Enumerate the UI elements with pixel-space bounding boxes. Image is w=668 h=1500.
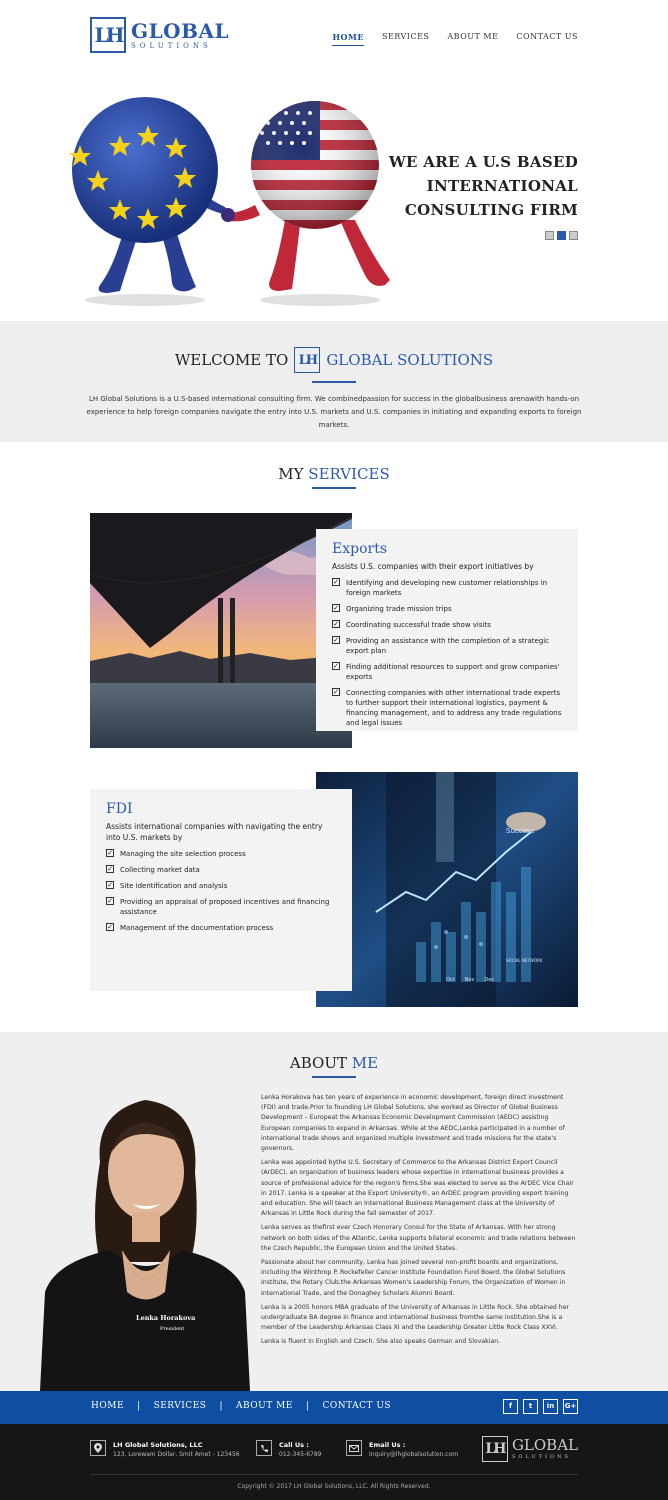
footer-address: LH Global Solutions, LLC 123, Lorewam Dollar, Smit Amet - 123456	[90, 1440, 240, 1460]
checkbox-icon: ✓	[333, 620, 339, 628]
list-item: ✓ Coordinating successful trade show visits	[333, 620, 491, 629]
welcome-section	[0, 321, 668, 442]
services-title: MY SERVICES	[278, 465, 390, 483]
logo-name: GLOBAL	[131, 18, 230, 43]
footer-logo[interactable]: LH GLOBAL SOLUTIONS	[482, 1436, 578, 1462]
footer-nav-home[interactable]: HOME	[91, 1401, 125, 1411]
checkbox-icon: ✓	[333, 578, 339, 586]
hero-handshake-image	[60, 95, 400, 310]
logo-mark: LH	[90, 17, 126, 53]
hero-title: WE ARE A U.S BASED INTERNATIONAL CONSULTING FIRM	[388, 153, 578, 219]
facebook-icon[interactable]: f	[503, 1399, 518, 1414]
checkbox-icon: ✓	[333, 636, 339, 644]
list-item: ✓ Management of the documentation process	[107, 923, 274, 932]
fdi-title: FDI	[106, 801, 133, 817]
list-item: ✓ Providing an assistance with the completion of a strategic export plan	[333, 636, 550, 655]
footer-email: Email Us : Inquiry@lhglobalsolution.com	[346, 1440, 458, 1460]
list-item: ✓ Managing the site selection process	[107, 849, 246, 858]
bridge-sunset-image	[90, 513, 352, 748]
title-underline	[312, 381, 356, 383]
person-role: President	[160, 1326, 185, 1332]
slider-dots	[545, 231, 578, 240]
checkbox-icon: ✓	[333, 604, 339, 612]
list-item: ✓ Organizing trade mission trips	[333, 604, 452, 613]
nav-home[interactable]: HOME	[332, 32, 363, 46]
checkbox-icon: ✓	[333, 662, 339, 670]
welcome-text: LH Global Solutions is a U.S-based international consulting firm. We combinedpassion for success in the globalbusiness arenawith hands-on experience to help foreign companies navigate the entry into U.S. markets and U.S. companies in initiating and expanding exports to foreign markets.	[86, 395, 582, 429]
site-footer	[0, 1424, 668, 1500]
business-chart-image	[316, 772, 578, 1007]
fdi-subtitle: Assists international companies with navigating the entry into U.S. markets by	[106, 822, 323, 842]
logo-mark-small: LH	[294, 347, 320, 373]
footer-nav: HOME | SERVICES | ABOUT ME | CONTACT US f t in G+	[0, 1391, 668, 1424]
slider-dot-3[interactable]	[569, 231, 578, 240]
chart-month-labels: Oct Nov Dec	[446, 977, 495, 983]
list-item: ✓ Connecting companies with other international trade experts to further support their international logistics, payment & financing management, and to address any trade regulations and legal issues	[333, 688, 562, 727]
footer-nav-contact-us[interactable]: CONTACT US	[322, 1401, 392, 1411]
hero-slider	[0, 75, 668, 321]
location-pin-icon	[90, 1440, 106, 1456]
phone-icon	[256, 1440, 272, 1456]
linkedin-icon[interactable]: in	[543, 1399, 558, 1414]
footer-nav-about-me[interactable]: ABOUT ME	[235, 1401, 293, 1411]
checkbox-icon: ✓	[107, 881, 113, 889]
footer-nav-services[interactable]: SERVICES	[153, 1401, 207, 1411]
nav-contact-us[interactable]: CONTACT US	[516, 32, 578, 41]
nav-services[interactable]: SERVICES	[381, 32, 430, 41]
about-underline	[312, 1076, 356, 1078]
fdi-list	[106, 849, 340, 933]
checkbox-icon: ✓	[107, 865, 113, 873]
checkbox-icon: ✓	[107, 849, 113, 857]
main-nav	[332, 32, 578, 46]
google-plus-icon[interactable]: G+	[563, 1399, 578, 1414]
twitter-icon[interactable]: t	[523, 1399, 538, 1414]
about-title: ABOUT ME	[289, 1054, 379, 1072]
checkbox-icon: ✓	[107, 897, 113, 905]
exports-list	[332, 578, 566, 728]
list-item: ✓ Finding additional resources to support and grow companies' exports	[333, 662, 560, 681]
slider-dot-1[interactable]	[545, 231, 554, 240]
list-item: ✓ Providing an appraisal of proposed incentives and financing assistance	[107, 897, 330, 916]
social-links	[503, 1399, 578, 1414]
exports-card	[316, 529, 578, 731]
mail-icon	[346, 1440, 362, 1456]
list-item: ✓ Site identification and analysis	[107, 881, 228, 890]
person-name: Lenka Horakova	[136, 1314, 196, 1322]
exports-subtitle: Assists U.S. companies with their export initiatives by	[332, 562, 534, 571]
logo-tagline: SOLUTIONS	[131, 41, 212, 50]
about-text: Lenka Horakova has ten years of experience in economic development, foreign direct investment (FDI) and trade.Prior to founding LH Global Solutions, she worked as Director of Global Business Development – Europeat the Arkansas Economic Development Commission (AEDC) assisting European companies to expand in Arkansas. While at the AEDC,Lenka participated in a number of international trade shows and organized multiple investment and trade missions for the state's governors. Lenka was appointed bythe U.S. Secretary of Commerce to the Arkansas District Export Council (ArDEC), an organization of business leaders whose expertise in international business provides a source of professional advice for the region's firms.She was elected to serve as the ArDEC Vice Chair in 2017. Lenka is a speaker at the Export University®, an ArDEC program providing export training and education. She will teach an International Business Management class at the University of Arkansas in Little Rock during the fall semester of 2017. Lenka serves as thefirst ever Czech Honorary Consul for the State of Arkansas. With her strong network on both sides of the Atlantic, Lenka supports bilateral economic and trade relations between the Czech Republic, the European Union and the United States. Passionate about her community, Lenka has joined several non-profit boards and organizations, including the Winthrop P. Rockefeller Cancer Institute Foundation Fund Board, the Global Solutions Institute, the Rotary Club,the Arkansas Women's Leadership Forum, the Organization of Women in International Trade, and the Donaghey Scholars Alumni Board. Lenka is a 2005 honors MBA graduate of the University of Arkansas in Little Rock. She obtained her undergraduate BA degree in finance and international business fromthe same institution.She is a member of the Leadership Arkansas Class XI and the Leadership Greater Little Rock Class XXVI. Lenka is fluent in English and Czech. She also speaks German and Slovakian.	[261, 1094, 576, 1346]
chart-label-network: SOCIAL NETWORK	[506, 958, 543, 963]
slider-dot-2[interactable]	[557, 231, 566, 240]
exports-title: Exports	[332, 541, 388, 557]
welcome-title: WELCOME TO LH GLOBAL SOLUTIONS	[0, 347, 668, 373]
chart-label-success: Success	[506, 827, 535, 835]
footer-phone: Call Us : 012-345-6789	[256, 1440, 322, 1460]
checkbox-icon: ✓	[333, 688, 339, 696]
portrait-photo	[40, 1092, 250, 1391]
about-section	[0, 1032, 668, 1391]
list-item: ✓ Collecting market data	[107, 865, 200, 874]
checkbox-icon: ✓	[107, 923, 113, 931]
site-logo[interactable]	[90, 16, 229, 54]
fdi-card	[90, 789, 352, 991]
site-header	[0, 0, 668, 75]
copyright: Copyright © 2017 LH Global Solutions, LLC. All Rights Reserved.	[237, 1483, 431, 1490]
services-underline	[312, 487, 356, 489]
footer-divider	[90, 1474, 578, 1475]
nav-about-me[interactable]: ABOUT ME	[447, 32, 499, 41]
list-item: ✓ Identifying and developing new customer relationships in foreign markets	[333, 578, 548, 597]
